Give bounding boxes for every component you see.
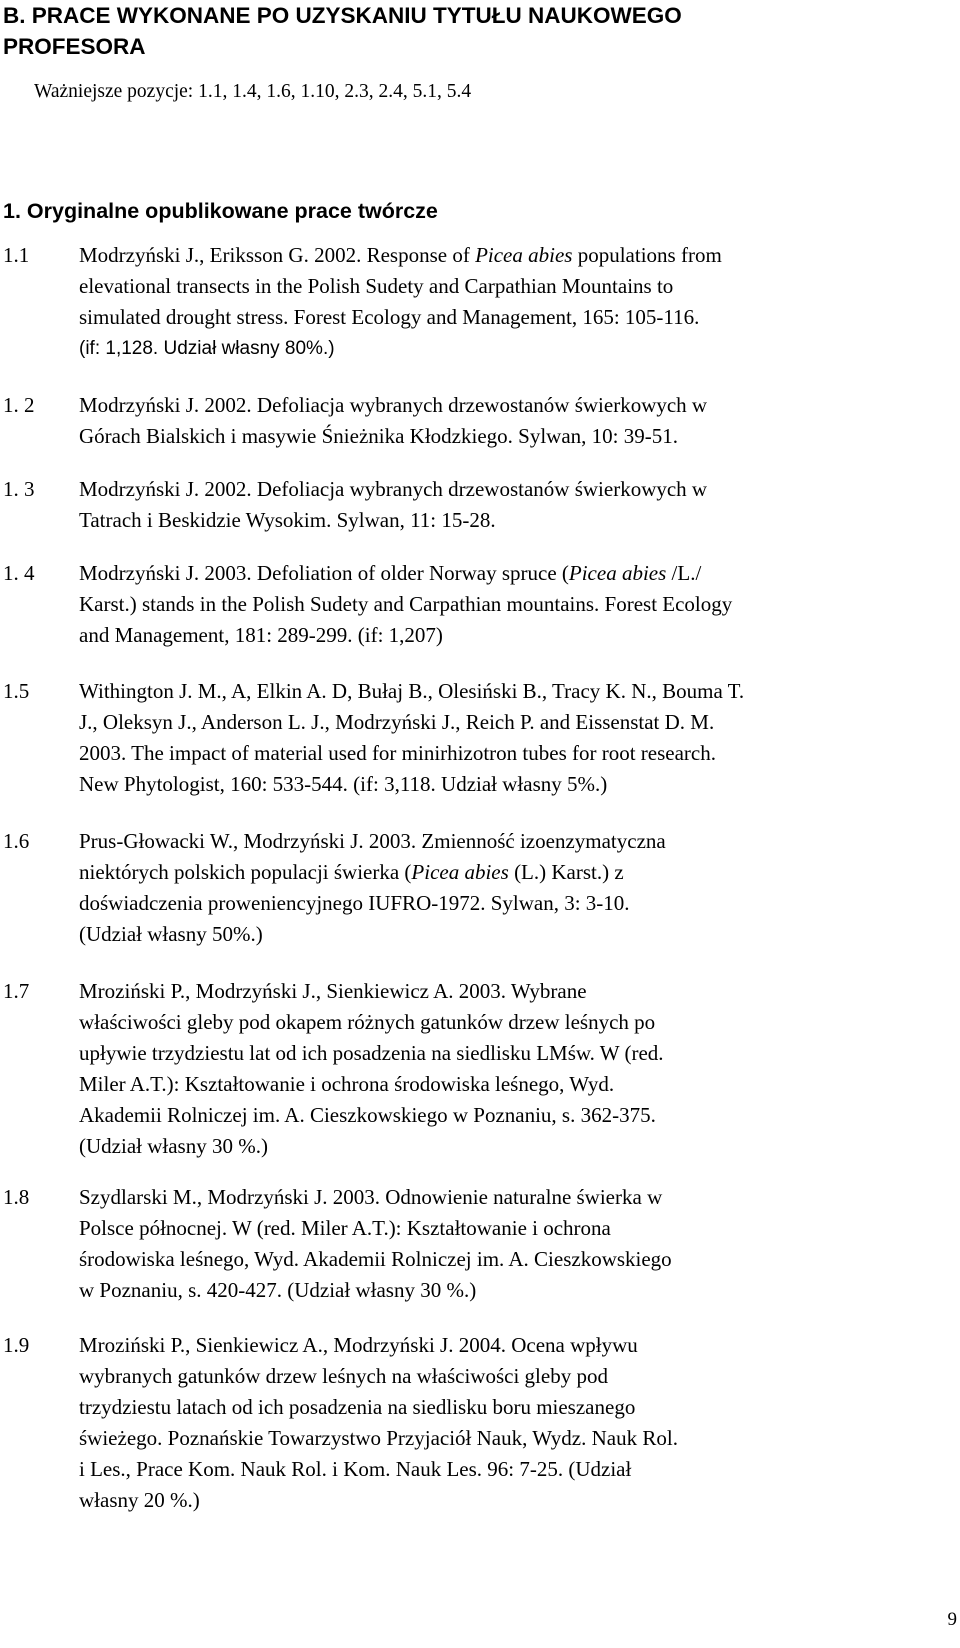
species-name: Picea abies [411, 860, 509, 884]
entry-line: elevational transects in the Polish Sudety and Carpathian Mountains to [79, 274, 674, 298]
entry-line: Akademii Rolniczej im. A. Cieszkowskiego w Poznaniu, s. 362-375. [79, 1103, 656, 1127]
entry-line: Prus-Głowacki W., Modrzyński J. 2003. Zmienność izoenzymatyczna [79, 829, 666, 853]
entry-line: J., Oleksyn J., Anderson L. J., Modrzyński J., Reich P. and Eissenstat D. M. [79, 710, 715, 734]
entry-line: Polsce północnej. W (red. Miler A.T.): Kształtowanie i ochrona [79, 1216, 611, 1240]
entry-line: Karst.) stands in the Polish Sudety and Carpathian mountains. Forest Ecology [79, 592, 733, 616]
entry-line: (if: 1,128. Udział własny 80%.) [79, 338, 335, 359]
species-name: Picea abies [475, 243, 573, 267]
entry-line: 2003. The impact of material used for minirhizotron tubes for root research. [79, 741, 716, 765]
entry-text [79, 558, 939, 651]
entry-line: (Udział własny 50%.) [79, 922, 263, 946]
entry-line: simulated drought stress. Forest Ecology and Management, 165: 105-116. [79, 305, 700, 329]
entry-text [79, 474, 939, 536]
entry-number: 1.5 [3, 679, 30, 703]
entry-text [79, 390, 939, 452]
entry-line: trzydziestu latach od ich posadzenia na siedlisku boru mieszanego [79, 1395, 636, 1419]
entry-line: własny 20 %.) [79, 1488, 200, 1512]
species-name: Picea abies [568, 561, 667, 585]
entry-text [79, 676, 939, 800]
entry-line: Mroziński P., Sienkiewicz A., Modrzyński J. 2004. Ocena wpływu [79, 1333, 638, 1357]
entry-text [79, 1330, 939, 1516]
entry-line: Withington J. M., A, Elkin A. D, Bułaj B., Olesiński B., Tracy K. N., Bouma T. [79, 679, 745, 703]
chapter-heading-line-2: PROFESORA [3, 34, 146, 59]
entry-line: Modrzyński J. 2003. Defoliation of older Norway spruce (Picea abies /L./ [79, 561, 702, 585]
entry-line: właściwości gleby pod okapem różnych gatunków drzew leśnych po [79, 1010, 656, 1034]
entry-line: w Poznaniu, s. 420-427. (Udział własny 30 %.) [79, 1278, 477, 1302]
entry-line: środowiska leśnego, Wyd. Akademii Rolniczej im. A. Cieszkowskiego [79, 1247, 672, 1271]
entry-text [79, 976, 939, 1162]
entry-line: and Management, 181: 289-299. (if: 1,207) [79, 623, 443, 647]
entry-line: Modrzyński J. 2002. Defoliacja wybranych drzewostanów świerkowych w [79, 477, 708, 501]
entry-line: świeżego. Poznańskie Towarzystwo Przyjaciół Nauk, Wydz. Nauk Rol. [79, 1426, 678, 1450]
entry-line: upływie trzydziestu lat od ich posadzenia na siedlisku LMśw. W (red. [79, 1041, 664, 1065]
entry-number: 1.8 [3, 1185, 30, 1209]
entry-number: 1.7 [3, 979, 30, 1003]
entry-number: 1. 2 [3, 393, 35, 417]
entry-number: 1.9 [3, 1333, 30, 1357]
entry-number: 1.1 [3, 243, 30, 267]
entry-number: 1. 4 [3, 561, 35, 585]
entry-line: (Udział własny 30 %.) [79, 1134, 268, 1158]
entry-number: 1. 3 [3, 477, 35, 501]
entry-line: Modrzyński J. 2002. Defoliacja wybranych drzewostanów świerkowych w [79, 393, 708, 417]
entry-line: Mroziński P., Modrzyński J., Sienkiewicz A. 2003. Wybrane [79, 979, 587, 1003]
chapter-heading-line-1: B. PRACE WYKONANE PO UZYSKANIU TYTUŁU NAUKOWEGO [3, 3, 682, 28]
page-number: 9 [947, 1609, 957, 1630]
entry-line: wybranych gatunków drzew leśnych na właściwości gleby pod [79, 1364, 608, 1388]
entry-line: Miler A.T.): Kształtowanie i ochrona środowiska leśnego, Wyd. [79, 1072, 615, 1096]
entry-line: Tatrach i Beskidzie Wysokim. Sylwan, 11: 15-28. [79, 508, 496, 532]
entry-text [79, 240, 939, 364]
entry-text [79, 826, 939, 950]
entry-line: i Les., Prace Kom. Nauk Rol. i Kom. Nauk Les. 96: 7-25. (Udział [79, 1457, 632, 1481]
chapter-heading [3, 0, 903, 62]
entry-number: 1.6 [3, 829, 30, 853]
entry-line: doświadczenia proweniencyjnego IUFRO-1972. Sylwan, 3: 3-10. [79, 891, 630, 915]
entry-line: Szydlarski M., Modrzyński J. 2003. Odnowienie naturalne świerka w [79, 1185, 663, 1209]
entry-line: Górach Bialskich i masywie Śnieżnika Kłodzkiego. Sylwan, 10: 39-51. [79, 424, 678, 448]
entry-line: Modrzyński J., Eriksson G. 2002. Response of Picea abies populations from [79, 243, 722, 267]
entry-line: niektórych polskich populacji świerka (Picea abies (L.) Karst.) z [79, 860, 624, 884]
entry-line: New Phytologist, 160: 533-544. (if: 3,118. Udział własny 5%.) [79, 772, 608, 796]
section-title: 1. Oryginalne opublikowane prace twórcze [3, 199, 438, 223]
key-items-note: Ważniejsze pozycje: 1.1, 1.4, 1.6, 1.10, 2.3, 2.4, 5.1, 5.4 [34, 81, 472, 102]
entry-text [79, 1182, 939, 1306]
